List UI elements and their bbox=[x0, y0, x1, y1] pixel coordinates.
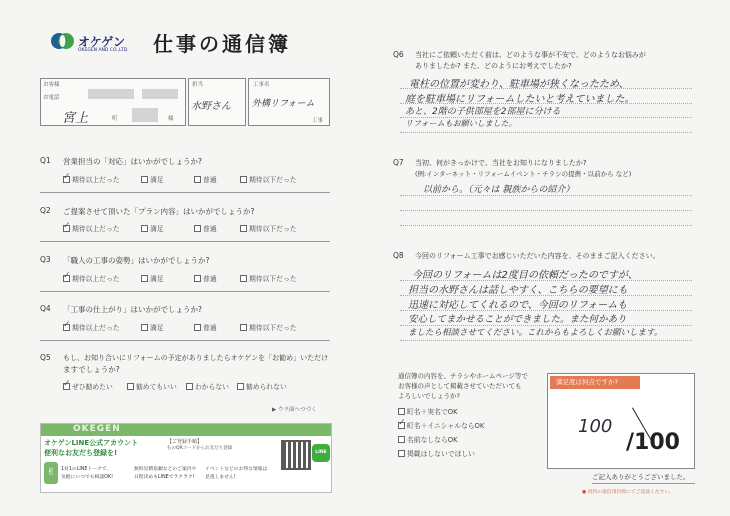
kouji-suffix: 工事 bbox=[312, 118, 324, 124]
consent-option-0[interactable]: 町名＋実名でOK bbox=[398, 406, 458, 416]
q4-option-3[interactable]: 期待以下だった bbox=[240, 322, 297, 332]
q6-answer-line-1: 庭を駐車場にリフォームしたいと考えていました。 bbox=[405, 94, 635, 105]
customer-label: お客様 bbox=[43, 82, 60, 88]
redacted-tel bbox=[88, 89, 134, 99]
tantou-label: 担当 bbox=[192, 82, 204, 88]
thumbs-up-icon: ✌ bbox=[44, 462, 58, 484]
q2-option-2[interactable]: 普通 bbox=[194, 223, 217, 233]
q8-answer-line-1: 担当の水野さんは話しやすく、こちらの要望にも bbox=[408, 285, 628, 296]
banner-text-6: 気軽にいつでも相談OK! bbox=[61, 475, 114, 480]
checkbox[interactable] bbox=[240, 225, 247, 232]
divider bbox=[40, 340, 330, 341]
line-app-icon: LINE bbox=[312, 444, 330, 462]
q7-line bbox=[400, 225, 692, 226]
q2-option-1[interactable]: 満足 bbox=[141, 223, 164, 233]
qr-code-icon[interactable] bbox=[281, 440, 311, 470]
kouji-label: 工事名 bbox=[253, 82, 270, 88]
banner-text-10: 見逃しません! bbox=[205, 475, 236, 480]
divider bbox=[40, 192, 330, 193]
checkbox-checked[interactable] bbox=[398, 422, 405, 429]
divider bbox=[40, 241, 330, 242]
score-label: 満足度は何点ですか? bbox=[550, 376, 640, 389]
q6-answer-line-2: あと、2階の子供部屋を2部屋に分ける bbox=[405, 107, 561, 117]
thanks-underline bbox=[592, 483, 695, 484]
consent-text-2: お客様の声として掲載させていただいても bbox=[398, 382, 522, 390]
q5-option-1[interactable]: 勧めてもいい bbox=[127, 381, 177, 391]
q1-text: 営業担当の「対応」はいかがでしょうか? bbox=[63, 157, 202, 166]
q3-number: Q3 bbox=[40, 255, 51, 264]
score-value-hw: 100 bbox=[578, 416, 613, 437]
banner-steps-title: 【ご登録手順】 bbox=[167, 439, 203, 445]
checkbox[interactable] bbox=[127, 383, 134, 390]
checkbox[interactable] bbox=[240, 324, 247, 331]
q8-answer-line-0: 今回のリフォームは2度目の依頼だったのですが、 bbox=[412, 270, 638, 281]
q3-option-1[interactable]: 満足 bbox=[141, 273, 164, 283]
q7-text-1: 当初、何がきっかけで、当社をお知りになりましたか? bbox=[415, 159, 587, 167]
q1-number: Q1 bbox=[40, 156, 51, 165]
q7-text-2: (例:インターネット・リフォームイベント・チラシの提携・以前から など) bbox=[415, 170, 632, 178]
q6-number: Q6 bbox=[393, 50, 404, 59]
thanks-text: ご記入ありがとうございました。 bbox=[592, 473, 690, 481]
q7-line bbox=[400, 210, 692, 211]
q5-text-1: もし、お知り合いにリフォームの予定がありましたらオケゲンを「お勧め」いただけ bbox=[63, 354, 329, 362]
redacted-tel-2 bbox=[142, 89, 178, 99]
consent-option-2[interactable]: 名前なしならOK bbox=[398, 434, 458, 444]
banner-text-8: 日程決めもLINEでラクラク! bbox=[134, 475, 195, 480]
q2-number: Q2 bbox=[40, 206, 51, 215]
page-title: 仕事の通信簿 bbox=[153, 32, 291, 56]
q6-answer-line-3: リフォームもお願いしました。 bbox=[405, 119, 517, 128]
q4-number: Q4 bbox=[40, 304, 51, 313]
checkbox[interactable] bbox=[194, 176, 201, 183]
q3-option-3[interactable]: 期待以下だった bbox=[240, 273, 297, 283]
q7-line bbox=[400, 195, 692, 196]
q2-option-0[interactable]: ✓期待以上だった bbox=[63, 223, 120, 233]
checkbox[interactable] bbox=[141, 275, 148, 282]
checkbox[interactable] bbox=[141, 324, 148, 331]
q5-text-2: ますでしょうか? bbox=[63, 365, 120, 374]
q1-option-1[interactable]: 満足 bbox=[141, 174, 164, 184]
banner-steps-text: 右のQRコードからお友だち登録 bbox=[167, 446, 233, 451]
consent-option-3[interactable]: 掲載はしないでほしい bbox=[398, 448, 475, 458]
q3-option-0[interactable]: ✓期待以上だった bbox=[63, 273, 120, 283]
q8-answer-line-4: ましたら相談させてください。これからもよろしくお願いします。 bbox=[408, 328, 663, 338]
q8-answer-line-2: 迅速に対応してくれるので、今回のリフォームも bbox=[408, 300, 628, 311]
banner-text-9: イベントなどのお得な情報は bbox=[205, 467, 268, 472]
line-banner bbox=[40, 423, 332, 493]
q3-text: 「職人の工事の姿勢」はいかがでしょうか? bbox=[63, 256, 210, 265]
q4-option-1[interactable]: 満足 bbox=[141, 322, 164, 332]
consent-text-3: よろしいでしょうか? bbox=[398, 392, 460, 400]
brand-subtitle: OKEGEN AND CO.,LTD. bbox=[78, 48, 129, 53]
banner-text-5: 1対1のLINEトークで、 bbox=[61, 467, 112, 472]
q6-answer-line-0: 電柱の位置が変わり、駐車場が狭くなったため、 bbox=[409, 79, 629, 90]
q6-text-2: ありましたか? また、どのようにお考えでしたか? bbox=[415, 62, 572, 70]
customer-name-hw: 宮上 bbox=[62, 111, 89, 126]
checkbox[interactable] bbox=[240, 176, 247, 183]
q5-number: Q5 bbox=[40, 353, 51, 362]
q6-line bbox=[400, 132, 692, 133]
checkbox[interactable] bbox=[398, 450, 405, 457]
banner-brand: OKEGEN bbox=[73, 424, 121, 434]
q8-answer-line-3: 安心してまかせることができました。また何かあり bbox=[408, 314, 627, 325]
q6-text-1: 当社にご依頼いただく前は、どのような事が不安で、どのようなお悩みが bbox=[415, 51, 646, 59]
checkbox[interactable] bbox=[240, 275, 247, 282]
redacted-name bbox=[132, 108, 158, 122]
score-box bbox=[547, 373, 695, 469]
checkbox-checked[interactable] bbox=[63, 324, 70, 331]
q3-option-2[interactable]: 普通 bbox=[194, 273, 217, 283]
q4-option-2[interactable]: 普通 bbox=[194, 322, 217, 332]
banner-title-1: オケゲンLINE公式アカウント bbox=[44, 439, 139, 447]
sama-label: 様 bbox=[168, 116, 174, 122]
checkbox[interactable] bbox=[237, 383, 244, 390]
q8-text: 今回のリフォーム工事でお感じいただいた内容を、そのままご記入ください。 bbox=[415, 252, 660, 260]
q7-number: Q7 bbox=[393, 158, 404, 167]
q5-option-0[interactable]: ✓ぜひ勧めたい bbox=[63, 381, 113, 391]
q8-line bbox=[400, 340, 692, 341]
checkbox-checked[interactable] bbox=[63, 275, 70, 282]
q4-option-0[interactable]: ✓期待以上だった bbox=[63, 322, 120, 332]
checkbox[interactable] bbox=[194, 225, 201, 232]
q5-option-2[interactable]: わからない bbox=[186, 381, 229, 391]
banner-title-2: 便利なお友だち登録を! bbox=[44, 449, 118, 457]
banner-text-7: 無料見積依頼などのご案内や bbox=[134, 467, 197, 472]
checkbox[interactable] bbox=[194, 275, 201, 282]
divider bbox=[40, 291, 330, 292]
checkbox-checked[interactable] bbox=[63, 383, 70, 390]
footnote: ● 同封の返信用封筒にてご返送ください。 bbox=[582, 490, 675, 495]
q1-option-3[interactable]: 期待以下だった bbox=[240, 174, 297, 184]
brand-name: オケゲン bbox=[78, 35, 126, 49]
checkbox[interactable] bbox=[194, 324, 201, 331]
back-page-note: ▶ ウラ面へつづく bbox=[272, 407, 317, 413]
q1-option-0[interactable]: ✓期待以上だった bbox=[63, 174, 120, 184]
checkbox[interactable] bbox=[398, 408, 405, 415]
q7-answer: 以前から。（元々は 親族からの紹介） bbox=[423, 185, 575, 195]
consent-text-1: 通信簿の内容を、チラシやホームページ等で bbox=[398, 372, 528, 380]
tel-label: お電話 bbox=[43, 95, 60, 101]
q1-option-2[interactable]: 普通 bbox=[194, 174, 217, 184]
logo-icon bbox=[50, 31, 76, 51]
checkbox-checked[interactable] bbox=[63, 176, 70, 183]
score-total: /100 bbox=[626, 430, 680, 455]
q4-text: 「工事の仕上がり」はいかがでしょうか? bbox=[63, 305, 202, 314]
q8-number: Q8 bbox=[393, 251, 404, 260]
checkbox-checked[interactable] bbox=[63, 225, 70, 232]
town-label: 町 bbox=[112, 116, 118, 122]
q2-text: ご提案させて頂いた「プラン内容」はいかがでしょうか? bbox=[63, 207, 255, 216]
q2-option-3[interactable]: 期待以下だった bbox=[240, 223, 297, 233]
checkbox[interactable] bbox=[398, 436, 405, 443]
tantou-hw: 水野さん bbox=[191, 101, 231, 112]
consent-option-1[interactable]: ✓町名＋イニシャルならOK bbox=[398, 420, 484, 430]
kouji-hw: 外構リフォーム bbox=[252, 99, 315, 109]
q5-option-3[interactable]: 勧められない bbox=[237, 381, 287, 391]
checkbox[interactable] bbox=[141, 176, 148, 183]
checkbox[interactable] bbox=[141, 225, 148, 232]
checkbox[interactable] bbox=[186, 383, 193, 390]
